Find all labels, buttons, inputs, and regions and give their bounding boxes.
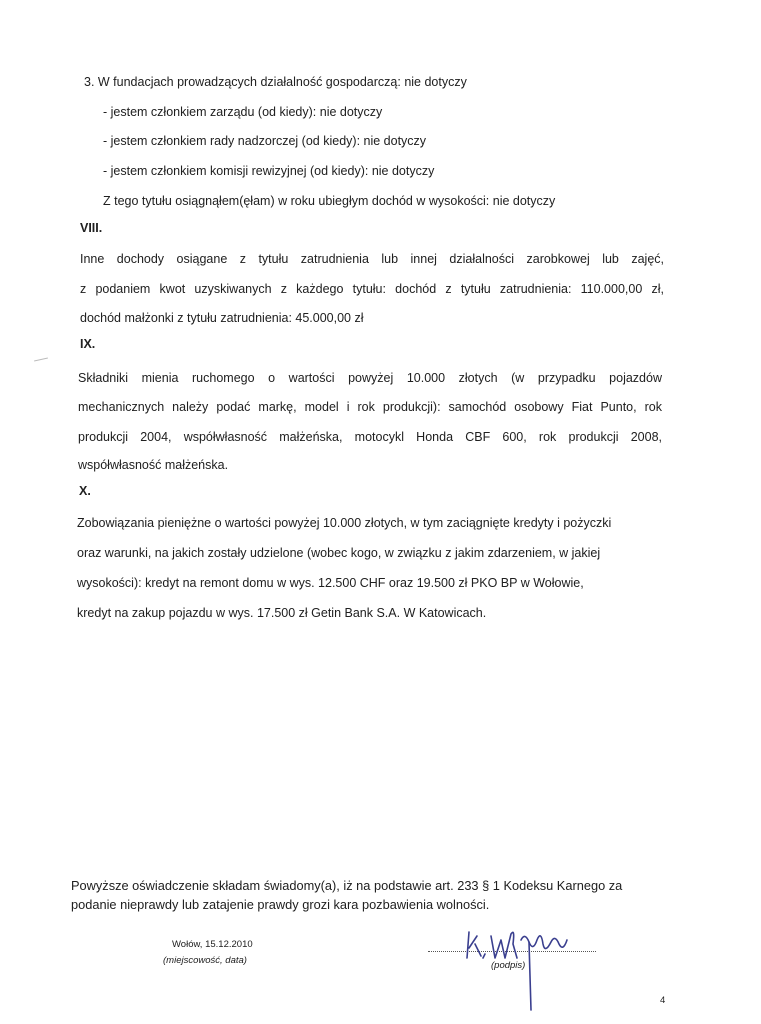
section-x-heading: X. [79,484,91,498]
section-ix-heading: IX. [80,337,96,351]
place-date-caption: (miejscowość, data) [163,955,247,966]
sub-item-board-member: - jestem członkiem zarządu (od kiedy): nie dotyczy [103,105,383,119]
declaration-line-2: podanie nieprawdy lub zatajenie prawdy grozi kara pozbawienia wolności. [71,897,490,912]
signature-caption: (podpis) [491,960,526,971]
section-ix-line-2: mechanicznych należy podać markę, model i rok produkcji): samochód osobowy Fiat Punto, rok [78,400,662,414]
section-ix-line-3: produkcji 2004, współwłasność małżeńska, motocykl Honda CBF 600, rok produkcji 2008, [78,430,662,444]
income-statement: Z tego tytułu osiągnąłem(ęłam) w roku ubiegłym dochód w wysokości: nie dotyczy [103,194,556,208]
section-ix-line-4: współwłasność małżeńska. [78,458,229,472]
sub-item-audit-committee: - jestem członkiem komisji rewizyjnej (od kiedy): nie dotyczy [103,164,435,178]
section-viii-line-3: dochód małżonki z tytułu zatrudnienia: 45.000,00 zł [80,311,364,325]
place-date: Wołów, 15.12.2010 [172,939,253,950]
section-x-line-4: kredyt na zakup pojazdu w wys. 17.500 zł Getin Bank S.A. W Katowicach. [77,606,487,620]
section-viii-line-2: z podaniem kwot uzyskiwanych z każdego tytułu: dochód z tytułu zatrudnienia: 110.000,00 zł, [80,282,664,296]
page-number: 4 [660,995,666,1006]
section-x-line-1: Zobowiązania pieniężne o wartości powyżej 10.000 złotych, w tym zaciągnięte kredyty i pożyczki [77,516,612,530]
sub-item-supervisory-board: - jestem członkiem rady nadzorczej (od kiedy): nie dotyczy [103,134,427,148]
section-viii-heading: VIII. [80,221,103,235]
section-x-line-2: oraz warunki, na jakich zostały udzielone (wobec kogo, w związku z jakim zdarzeniem, w jakiej [77,546,601,560]
handwritten-signature [455,918,605,1013]
item-3-foundations: 3. W fundacjach prowadzących działalność gospodarczą: nie dotyczy [84,75,467,89]
section-x-line-3: wysokości): kredyt na remont domu w wys. 12.500 CHF oraz 19.500 zł PKO BP w Wołowie, [77,576,584,590]
section-ix-line-1: Składniki mienia ruchomego o wartości powyżej 10.000 złotych (w przypadku pojazdów [78,371,662,385]
scan-artifact [34,358,48,362]
declaration-line-1: Powyższe oświadczenie składam świadomy(a), iż na podstawie art. 233 § 1 Kodeksu Karnego za [71,878,623,893]
section-viii-line-1: Inne dochody osiągane z tytułu zatrudnienia lub innej działalności zarobkowej lub zajęć, [80,252,664,266]
